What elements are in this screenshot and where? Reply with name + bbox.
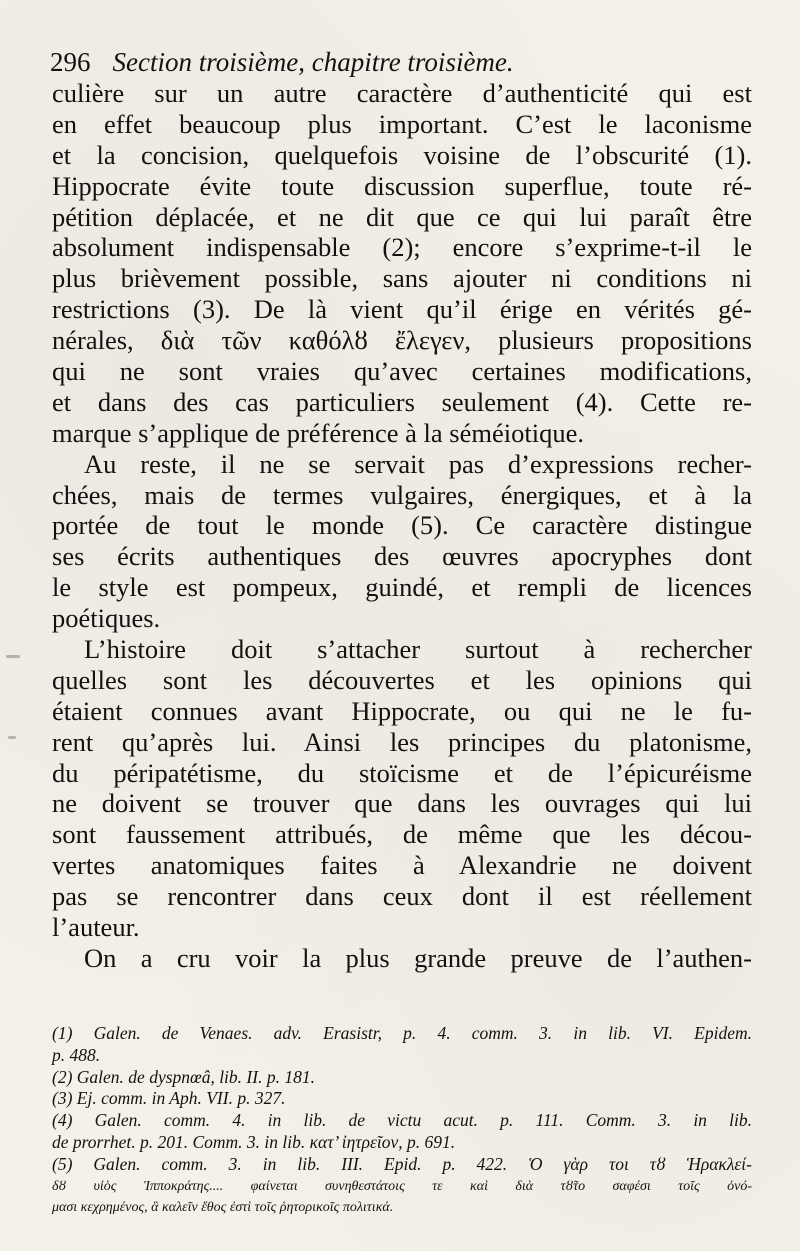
text-line: l’auteur. <box>52 912 140 943</box>
text-line: vertes anatomiques faites à Alexandrie ne doivent <box>52 850 752 881</box>
margin-mark <box>8 736 16 739</box>
text-line: quelles sont les découvertes et les opinions qui <box>52 664 752 695</box>
text-line: pétition déplacée, et ne dit que ce qui lui paraît être <box>52 201 752 232</box>
text-line: portée de tout le monde (5). Ce caractère distingue <box>52 510 752 541</box>
text-line: nérales, διὰ τῶν καθόλȣ ἔλεγεν, plusieurs propositions <box>52 325 752 356</box>
page-number: 296 <box>50 47 91 77</box>
text-line: ses écrits authentiques des œuvres apocryphes dont <box>52 541 752 572</box>
footnote-line: p. 488. <box>52 1044 101 1065</box>
text-line: et la concision, quelquefois voisine de l’obscurité (1). <box>52 139 752 170</box>
footnote-line: de prorrhet. p. 201. Comm. 3. in lib. κατ’ ἰητρεῖον, p. 691. <box>52 1131 456 1152</box>
footnote-line: (4) Galen. comm. 4. in lib. de victu acut. p. 111. Comm. 3. in lib. <box>52 1110 752 1131</box>
text-line: plus brièvement possible, sans ajouter ni conditions ni <box>52 263 752 294</box>
text-line: rent qu’après lui. Ainsi les principes du platonisme, <box>52 726 752 757</box>
footnote-line: (2) Galen. de dyspnœâ, lib. II. p. 181. <box>52 1066 315 1087</box>
text-line: ne doivent se trouver que dans les ouvrages qui lui <box>52 788 752 819</box>
text-line: marque s’applique de préférence à la séméiotique. <box>52 417 584 448</box>
footnote-line: δȣ υἱὸς Ἱπποκράτης.... φαίνεται συνηθεστάτοις τε καὶ διὰ τȣ̃το σαφέσι τοῖς ὀνό- <box>52 1178 752 1194</box>
text-line: culière sur un autre caractère d’authenticité qui est <box>52 78 752 108</box>
text-line: du péripatétisme, du stoïcisme et de l’épicuréisme <box>52 757 752 788</box>
text-line: L’histoire doit s’attacher surtout à rechercher <box>84 634 752 665</box>
text-line: le style est pompeux, guindé, et rempli de licences <box>52 572 752 603</box>
margin-mark <box>6 655 20 658</box>
text-line: Hippocrate évite toute discussion superflue, toute ré- <box>52 170 752 201</box>
text-line: poétiques. <box>52 603 161 634</box>
running-title: Section troisième, chapitre troisième. <box>112 47 514 77</box>
text-line: et dans des cas particuliers seulement (4). Cette re- <box>52 386 752 417</box>
running-header <box>50 42 750 82</box>
text-line: sont faussement attribués, de même que les décou- <box>52 819 752 850</box>
text-line: On a cru voir la plus grande preuve de l’authen- <box>84 942 752 973</box>
text-line: absolument indispensable (2); encore s’exprime-t-il le <box>52 232 752 263</box>
footnote-line: μασι κεχρημένος, ἃ καλεῖν ἔθος ἐστὶ τοῖς ῥητορικοῖς πολιτικά. <box>52 1200 394 1216</box>
footnote-line: (5) Galen. comm. 3. in lib. III. Epid. p. 422. Ὁ γὰρ τοι τȣ Ἡρακλεί- <box>52 1153 752 1174</box>
text-line: en effet beaucoup plus important. C’est le laconisme <box>52 108 752 139</box>
footnote-line: (1) Galen. de Venaes. adv. Erasistr, p. 4. comm. 3. in lib. VI. Epidem. <box>52 1023 752 1043</box>
footnotes <box>52 1023 752 1219</box>
main-text <box>52 78 752 974</box>
text-line: restrictions (3). De là vient qu’il érige en vérités gé- <box>52 294 752 325</box>
text-line: étaient connues avant Hippocrate, ou qui ne le fu- <box>52 695 752 726</box>
text-line: pas se rencontrer dans ceux dont il est réellement <box>52 881 752 912</box>
footnote-line: (3) Ej. comm. in Aph. VII. p. 327. <box>52 1088 286 1109</box>
text-line: chées, mais de termes vulgaires, énergiques, et à la <box>52 479 752 510</box>
text-line: Au reste, il ne se servait pas d’expressions recher- <box>84 448 752 479</box>
text-line: qui ne sont vraies qu’avec certaines modifications, <box>52 356 752 387</box>
